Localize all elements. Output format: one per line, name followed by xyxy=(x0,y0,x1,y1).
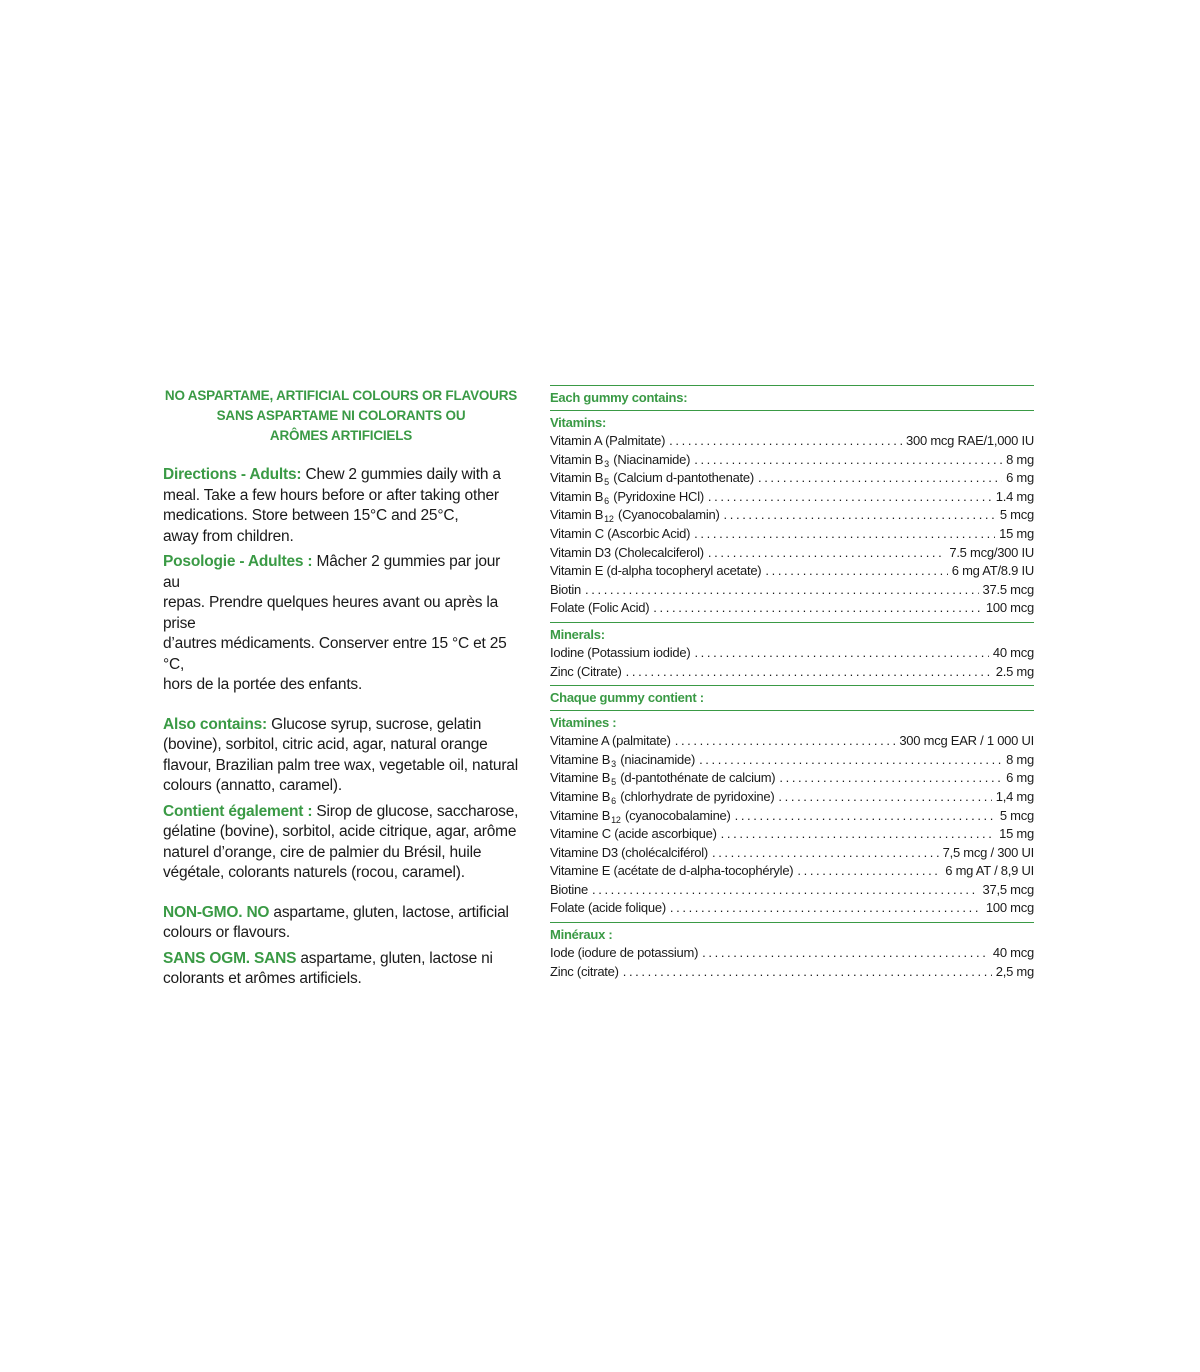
dot-leader xyxy=(708,488,992,507)
nutrient-name: Biotin xyxy=(550,581,582,597)
dot-leader xyxy=(758,469,1002,488)
nutrient-amount: 100 mcg xyxy=(985,600,1034,616)
panel-en-title: Each gummy contains: xyxy=(550,390,688,405)
nutrient-amount: 1.4 mg xyxy=(995,488,1034,504)
nutrient-name: Folate (acide folique) xyxy=(550,900,666,916)
nutrient-row xyxy=(550,963,1034,982)
also-contains-fr xyxy=(163,802,519,884)
dot-leader xyxy=(797,862,941,881)
nutrient-name: Vitamin A (Palmitate) xyxy=(550,433,666,448)
directions-fr xyxy=(163,552,519,696)
nutrient-row xyxy=(550,751,1034,770)
nutrient-row xyxy=(550,732,1034,751)
nutrient-row xyxy=(550,899,1034,918)
dot-leader xyxy=(708,544,945,563)
nutrient-row xyxy=(550,644,1034,663)
nutrient-amount: 5 mcg xyxy=(999,807,1034,823)
nutrient-row xyxy=(550,944,1034,963)
nutrient-amount: 6 mg xyxy=(1006,770,1034,786)
also-contains-fr-label: Contient également : xyxy=(163,802,313,820)
nutrient-amount: 37,5 mcg xyxy=(982,881,1034,897)
dot-leader xyxy=(778,788,991,807)
text-line: d’autres médicaments. Conserver entre 15 °C et 25 °C, xyxy=(163,635,507,673)
nutrient-name: Vitamin $B_{12}$ (Cyanocobalamin) xyxy=(550,507,720,525)
minerals-en-title: Minerals: xyxy=(550,626,605,642)
text-line: gélatine (bovine), sorbitol, acide citrique, agar, arôme xyxy=(163,823,517,840)
label-text-column xyxy=(163,386,519,990)
text-line: Glucose syrup, sucrose, gelatin xyxy=(267,715,482,733)
nutrient-row xyxy=(550,488,1034,507)
nutrient-name: Vitamine $B_5$ (d-pantothénate de calcium) xyxy=(550,770,776,788)
nutrient-name: Vitamine C (acide ascorbique) xyxy=(550,826,717,842)
text-line: meal. Take a few hours before or after taking other xyxy=(163,486,499,504)
nutrient-row xyxy=(550,862,1034,881)
nutrient-amount: 7.5 mcg/300 IU xyxy=(949,544,1034,560)
text-line: Mâcher 2 gummies par jour au xyxy=(163,553,501,591)
dot-leader xyxy=(694,525,995,544)
nutrient-name: Vitamine A (palmitate) xyxy=(550,733,671,749)
nutrient-name: Vitamine $B_{12}$ (cyanocobalamine) xyxy=(550,807,731,825)
dot-leader xyxy=(592,881,979,900)
directions-en xyxy=(163,465,519,547)
nutrient-name: Vitamin C (Ascorbic Acid) xyxy=(550,525,691,541)
nutrient-amount: 15 mg xyxy=(999,525,1034,541)
nutrient-amount: 6 mg xyxy=(1006,470,1034,486)
also-contains-en-label: Also contains: xyxy=(163,715,267,733)
text-line: flavour, Brazilian palm tree wax, vegetable oil, natural xyxy=(163,756,518,774)
text-line: hors de la portée des enfants. xyxy=(163,676,363,693)
dot-leader xyxy=(699,751,1002,770)
non-gmo-en-label: NON-GMO. NO xyxy=(163,903,270,921)
nutrient-name: Vitamine D3 (cholécalciférol) xyxy=(550,844,708,860)
text-line: colorants et arômes artificiels. xyxy=(163,970,362,987)
dot-leader xyxy=(694,451,1002,470)
headline-line: SANS ASPARTAME NI COLORANTS OU xyxy=(216,408,466,423)
nutrient-row xyxy=(550,544,1034,563)
nutrient-name: Vitamin $B_5$ (Calcium d-pantothenate) xyxy=(550,470,754,488)
vitamins-en-list xyxy=(550,432,1034,618)
nutrient-amount: 300 mcg RAE/1,000 IU xyxy=(906,433,1034,448)
nutrient-amount: 2,5 mg xyxy=(995,963,1034,979)
nutrient-row xyxy=(550,788,1034,807)
nutrient-row xyxy=(550,581,1034,600)
nutrient-amount: 37.5 mcg xyxy=(982,581,1034,597)
text-line: medications. Store between 15°C and 25°C, xyxy=(163,507,459,524)
nutrient-name: Vitamin $B_6$ (Pyridoxine HCl) xyxy=(550,488,704,506)
nutrient-name: Biotine xyxy=(550,881,588,897)
dot-leader xyxy=(670,899,982,918)
nutrient-row xyxy=(550,663,1034,682)
text-line: Chew 2 gummies daily with a xyxy=(301,466,501,483)
divider xyxy=(550,622,1034,623)
nutrient-name: Vitamin E (d-alpha tocopheryl acetate) xyxy=(550,563,762,579)
minerals-fr-title: Minéraux : xyxy=(550,927,613,943)
nutrient-row xyxy=(550,432,1034,451)
nutrient-amount: 5 mcg xyxy=(999,507,1034,523)
nutrient-row xyxy=(550,769,1034,788)
also-contains-en xyxy=(163,715,519,797)
nutrient-row xyxy=(550,562,1034,581)
divider xyxy=(550,922,1034,923)
dot-leader xyxy=(712,844,939,863)
nutrient-name: Zinc (citrate) xyxy=(550,963,619,979)
nutrient-amount: 6 mg AT/8.9 IU xyxy=(951,563,1034,579)
no-artificial-headline xyxy=(163,386,519,446)
minerals-en-list xyxy=(550,644,1034,681)
panel-fr-title: Chaque gummy contient : xyxy=(550,690,704,706)
nutrient-row xyxy=(550,451,1034,470)
nutrient-row xyxy=(550,525,1034,544)
nutrient-name: Vitamine $B_6$ (chlorhydrate de pyridoxine) xyxy=(550,788,775,806)
dot-leader xyxy=(702,944,989,963)
dot-leader xyxy=(669,432,902,451)
dot-leader xyxy=(721,825,995,844)
nutrient-name: Iodine (Potassium iodide) xyxy=(550,644,691,660)
nutrient-name: Vitamine E (acétate de d-alpha-tocophéryle) xyxy=(550,863,794,879)
text-line: (bovine), sorbitol, citric acid, agar, natural orange xyxy=(163,736,488,753)
nutrient-amount: 2.5 mg xyxy=(995,663,1034,679)
nutrient-row xyxy=(550,599,1034,618)
nutrient-name: Folate (Folic Acid) xyxy=(550,600,650,616)
nutrient-amount: 8 mg xyxy=(1006,751,1034,767)
vitamins-fr-list xyxy=(550,732,1034,918)
dot-leader xyxy=(623,963,992,982)
non-gmo-fr-label: SANS OGM. SANS xyxy=(163,949,297,967)
headline-line: NO ASPARTAME, ARTIFICIAL COLOURS OR FLAVOURS xyxy=(164,388,518,403)
dot-leader xyxy=(675,732,896,751)
dot-leader xyxy=(779,769,1002,788)
text-line: Sirop de glucose, saccharose, xyxy=(312,802,519,820)
dot-leader xyxy=(585,581,978,600)
dot-leader xyxy=(735,807,996,826)
vitamins-fr-title: Vitamines : xyxy=(550,715,617,731)
nutrient-amount: 40 mcg xyxy=(992,945,1034,961)
nutrient-amount: 1,4 mg xyxy=(995,788,1034,804)
dot-leader xyxy=(626,663,992,682)
nutrient-amount: 300 mcg EAR / 1 000 UI xyxy=(899,733,1034,749)
minerals-fr-list xyxy=(550,944,1034,981)
non-gmo-fr xyxy=(163,949,519,990)
nutrient-row xyxy=(550,807,1034,826)
directions-fr-label: Posologie - Adultes : xyxy=(163,553,313,570)
text-line: naturel d’orange, cire de palmier du Brésil, huile xyxy=(163,843,482,861)
nutrient-row xyxy=(550,881,1034,900)
nutrient-row xyxy=(550,844,1034,863)
dot-leader xyxy=(694,644,988,663)
divider xyxy=(550,410,1034,411)
nutrient-name: Vitamin $B_3$ (Niacinamide) xyxy=(550,451,691,469)
nutrient-row xyxy=(550,469,1034,488)
text-line: végétale, colorants naturels (rocou, caramel). xyxy=(163,864,465,881)
text-line: repas. Prendre quelques heures avant ou après la prise xyxy=(163,594,499,632)
nutrient-row xyxy=(550,506,1034,525)
supplement-facts-panel xyxy=(550,385,1034,981)
nutrient-amount: 100 mcg xyxy=(985,900,1034,916)
nutrient-name: Iode (iodure de potassium) xyxy=(550,945,699,961)
nutrient-amount: 6 mg AT / 8,9 UI xyxy=(945,863,1034,879)
nutrient-name: Vitamine $B_3$ (niacinamide) xyxy=(550,751,696,769)
text-line: aspartame, gluten, lactose ni xyxy=(296,949,493,967)
text-line: colours (annatto, caramel). xyxy=(163,777,342,794)
text-line: aspartame, gluten, lactose, artificial xyxy=(269,903,509,921)
headline-line: ARÔMES ARTIFICIELS xyxy=(269,428,413,443)
nutrient-amount: 8 mg xyxy=(1006,451,1034,467)
nutrient-amount: 15 mg xyxy=(999,826,1034,842)
non-gmo-en xyxy=(163,903,519,944)
dot-leader xyxy=(724,506,996,525)
nutrient-name: Vitamin D3 (Cholecalciferol) xyxy=(550,544,704,560)
nutrient-amount: 40 mcg xyxy=(992,644,1034,660)
dot-leader xyxy=(653,599,982,618)
text-line: away from children. xyxy=(163,527,294,545)
divider xyxy=(550,710,1034,711)
nutrient-amount: 7,5 mcg / 300 UI xyxy=(942,844,1034,860)
nutrient-name: Zinc (Citrate) xyxy=(550,663,622,679)
directions-en-label: Directions - Adults: xyxy=(163,466,302,483)
nutrient-row xyxy=(550,825,1034,844)
vitamins-en-title: Vitamins: xyxy=(550,415,607,430)
dot-leader xyxy=(765,562,947,581)
text-line: colours or flavours. xyxy=(163,924,290,941)
